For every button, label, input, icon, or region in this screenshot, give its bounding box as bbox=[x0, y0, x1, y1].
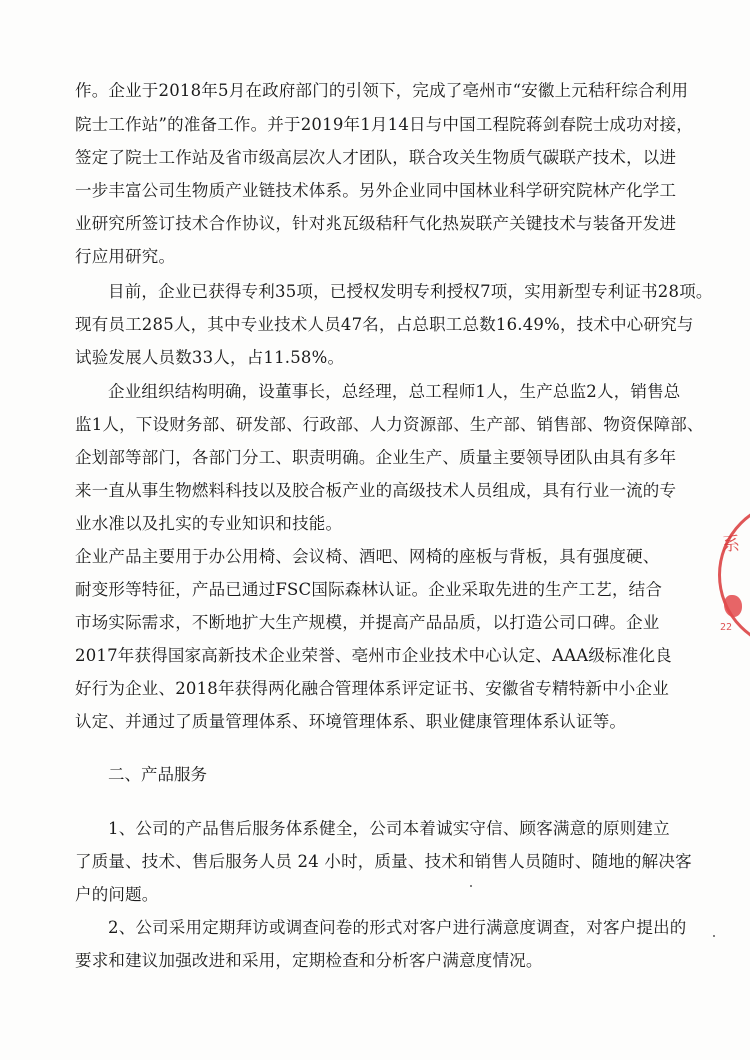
text-line: 现有员工285人，其中专业技术人员47名，占总职工总数16.49%，技术中心研究与 bbox=[75, 315, 694, 334]
seal-character: 系 bbox=[722, 534, 740, 555]
scan-speck bbox=[713, 935, 715, 937]
text-line: 企划部等部门，各部门分工、职责明确。企业生产、质量主要领导团队由具有多年 bbox=[75, 448, 677, 467]
text-line: 认定、并通过了质量管理体系、环境管理体系、职业健康管理体系认证等。 bbox=[75, 712, 627, 731]
scan-speck bbox=[470, 885, 472, 887]
text-line: 院士工作站”的准备工作。并于2019年1月14日与中国工程院蒋剑春院士成功对接， bbox=[75, 115, 693, 134]
text-line: 耐变形等特征，产品已通过FSC国际森林认证。企业采取先进的生产工艺，结合 bbox=[75, 580, 663, 599]
red-seal-stamp bbox=[718, 500, 750, 650]
text-line: 了质量、技术、售后服务人员 24 小时，质量、技术和销售人员随时、随地的解决客 bbox=[75, 852, 692, 871]
seal-digits: 22 bbox=[720, 622, 733, 633]
text-line: 监1人，下设财务部、研发部、行政部、人力资源部、生产部、销售部、物资保障部、 bbox=[75, 415, 704, 434]
text-line: 1、公司的产品售后服务体系健全，公司本着诚实守信、顾客满意的原则建立 bbox=[108, 819, 670, 838]
text-line: 要求和建议加强改进和采用，定期检查和分析客户满意度情况。 bbox=[75, 951, 543, 970]
text-line: 业水准以及扎实的专业知识和技能。 bbox=[75, 514, 343, 533]
text-line: 目前，企业已获得专利35项，已授权发明专利授权7项，实用新型专利证书28项。 bbox=[108, 282, 713, 301]
text-line: 市场实际需求，不断地扩大生产规模，并提高产品品质，以打造公司口碑。企业 bbox=[75, 613, 660, 632]
text-line: 行应用研究。 bbox=[75, 247, 176, 266]
text-line: 好行为企业、2018年获得两化融合管理体系评定证书、安徽省专精特新中小企业 bbox=[75, 679, 669, 698]
text-line: 2、公司采用定期拜访或调查问卷的形式对客户进行满意度调查，对客户提出的 bbox=[108, 918, 687, 937]
text-line: 来一直从事生物燃料科技以及胶合板产业的高级技术人员组成，具有行业一流的专 bbox=[75, 481, 677, 500]
text-line: 企业组织结构明确，设董事长，总经理，总工程师1人，生产总监2人，销售总 bbox=[108, 382, 681, 401]
text-line: 2017年获得国家高新技术企业荣誉、亳州市企业技术中心认定、AAA级标准化良 bbox=[75, 646, 672, 665]
text-line: 企业产品主要用于办公用椅、会议椅、酒吧、网椅的座板与背板，具有强度硬、 bbox=[75, 547, 660, 566]
section-heading-product-service: 二、产品服务 bbox=[108, 765, 207, 784]
text-line: 试验发展人员数33人，占11.58%。 bbox=[75, 348, 345, 367]
text-line: 业研究所签订技术合作协议，针对兆瓦级秸秆气化热炭联产关键技术与装备开发进 bbox=[75, 214, 677, 233]
seal-ink-blot bbox=[724, 595, 742, 617]
text-line: 户的问题。 bbox=[75, 885, 159, 904]
text-line: 一步丰富公司生物质产业链技术体系。另外企业同中国林业科学研究院林产化学工 bbox=[75, 181, 677, 200]
text-line: 签定了院士工作站及省市级高层次人才团队，联合攻关生物质气碳联产技术，以进 bbox=[75, 148, 677, 167]
text-line: 作。企业于2018年5月在政府部门的引领下，完成了亳州市“安徽上元秸秆综合利用 bbox=[75, 81, 689, 100]
